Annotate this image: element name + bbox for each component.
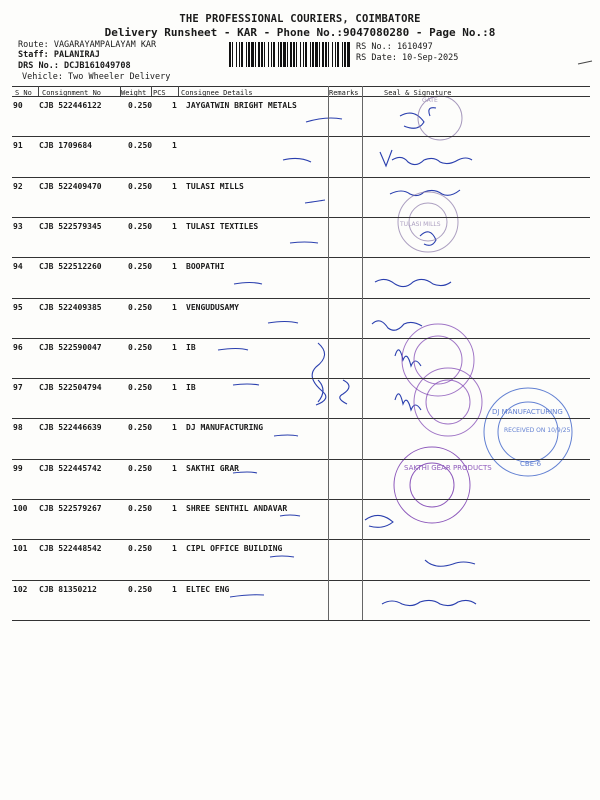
row-consignee: BOOPATHI bbox=[186, 262, 225, 272]
handwritten-phone-95: 9042667574 bbox=[452, 319, 548, 337]
row-weight: 0.250 bbox=[128, 262, 153, 272]
barcode-bar bbox=[236, 42, 237, 67]
row-pcs: 1 bbox=[172, 544, 177, 554]
route-label: Route: VAGARAYAMPALAYAM KAR bbox=[18, 40, 157, 50]
stamp-purple-96 bbox=[402, 324, 474, 396]
row-sno: 93 bbox=[13, 221, 23, 231]
row-consignment-no: CJB 522409385 bbox=[39, 302, 102, 312]
row-consignment-no: CJB 522590047 bbox=[39, 342, 102, 352]
row-sno: 99 bbox=[13, 463, 23, 473]
barcode-bar bbox=[332, 42, 333, 67]
col-header-consignee: Consignee Details bbox=[181, 89, 253, 97]
row-divider bbox=[12, 459, 590, 460]
row-consignment-no: CJB 522445742 bbox=[39, 463, 102, 473]
row-divider bbox=[12, 338, 590, 339]
row-pcs: 1 bbox=[172, 342, 177, 352]
barcode-bar bbox=[229, 42, 231, 67]
handwritten-sig-94: கோபால் பாலன் bbox=[368, 287, 449, 300]
barcode-bar bbox=[287, 42, 288, 67]
barcode-bar bbox=[251, 42, 254, 67]
header-title: THE PROFESSIONAL COURIERS, COIMBATORE bbox=[179, 13, 421, 25]
col-header-remarks: Remarks bbox=[329, 89, 359, 97]
rs-number: RS No.: 1610497 bbox=[356, 42, 433, 52]
row-weight: 0.250 bbox=[128, 423, 153, 433]
row-divider bbox=[12, 217, 590, 218]
barcode-bar bbox=[246, 42, 247, 67]
staff-label: Staff: PALANIRAJ bbox=[18, 50, 100, 60]
barcode-bar bbox=[342, 42, 343, 67]
row-weight: 0.250 bbox=[128, 463, 153, 473]
row-consignee: DJ MANUFACTURING bbox=[186, 423, 264, 433]
barcode-bar bbox=[278, 42, 279, 67]
row-consignment-no: CJB 522446122 bbox=[39, 101, 102, 110]
row-consignment-no: CJB 522579267 bbox=[39, 504, 102, 513]
barcode-bar bbox=[319, 42, 320, 67]
barcode-bar bbox=[300, 42, 301, 67]
svg-text:DJ MANUFACTURING: DJ MANUFACTURING bbox=[492, 408, 563, 416]
handwritten-phone-102: 9699353216 bbox=[382, 615, 459, 629]
row-weight: 0.250 bbox=[128, 504, 153, 513]
margin-mark bbox=[578, 61, 592, 64]
barcode-bar bbox=[268, 42, 269, 67]
row-weight: 0.250 bbox=[128, 544, 153, 554]
row-pcs: 1 bbox=[172, 463, 177, 473]
handwritten-sig-95: D.Murthy bbox=[372, 323, 426, 336]
barcode-bar bbox=[255, 42, 256, 67]
row-consignment-no: CJB 522446639 bbox=[39, 423, 102, 433]
row-pcs: 1 bbox=[172, 181, 177, 191]
barcode-bar bbox=[335, 42, 336, 67]
row-consignment-no: CJB 522579345 bbox=[39, 221, 102, 231]
row-consignment-no: CJB 522504794 bbox=[39, 383, 102, 393]
row-consignee: JAYGATWIN BRIGHT METALS bbox=[186, 101, 297, 110]
table-header-rule bbox=[12, 96, 590, 97]
row-weight: 0.250 bbox=[128, 342, 153, 352]
handwritten-phone-101: 8344229166 bbox=[452, 545, 529, 559]
barcode-bar bbox=[239, 42, 240, 67]
col-divider bbox=[151, 86, 152, 96]
barcode-bar bbox=[322, 42, 324, 67]
row-consignment-no: CJB 1709684 bbox=[39, 141, 92, 151]
col-header-sno: S No bbox=[15, 89, 32, 97]
barcode-bar bbox=[305, 42, 307, 67]
row-consignment-no: CJB 522448542 bbox=[39, 544, 102, 554]
handwritten-consignee-91: Sarathavan bbox=[205, 151, 293, 169]
handwritten-phone-91: 9715541196 bbox=[420, 166, 535, 187]
vehicle-label: Vehicle: Two Wheeler Delivery bbox=[22, 72, 171, 82]
row-pcs: 1 bbox=[172, 504, 177, 513]
row-pcs: 1 bbox=[172, 262, 177, 272]
row-sno: 95 bbox=[13, 302, 23, 312]
row-pcs: 1 bbox=[172, 302, 177, 312]
row-pcs: 1 bbox=[172, 584, 177, 594]
row-pcs: 1 bbox=[172, 221, 177, 231]
svg-text:RECEIVED ON 10/9/25: RECEIVED ON 10/9/25 bbox=[504, 427, 571, 434]
barcode-bar bbox=[290, 42, 292, 67]
row-weight: 0.250 bbox=[128, 302, 153, 312]
barcode-bar bbox=[264, 42, 265, 67]
row-divider bbox=[12, 378, 590, 379]
col-header-pcs: PCS bbox=[153, 89, 166, 97]
barcode-bar bbox=[273, 42, 275, 67]
handwritten-date-90: 10/9/25 bbox=[418, 126, 453, 136]
barcode bbox=[229, 42, 351, 67]
handwritten-phone-100: 367845047 bbox=[400, 516, 475, 531]
row-consignee: CIPL OFFICE BUILDING bbox=[186, 544, 283, 554]
row-consignee: VENGUDUSAMY bbox=[186, 302, 239, 312]
col-header-consignment: Consignment No bbox=[42, 89, 102, 97]
header-subtitle: Delivery Runsheet - KAR - Phone No.:9047080280 - Page No.:8 bbox=[104, 26, 496, 39]
row-sno: 96 bbox=[13, 342, 23, 352]
row-divider bbox=[12, 257, 590, 258]
handwritten-sig-90: D.Ra bbox=[402, 110, 430, 123]
row-consignee: IB bbox=[186, 342, 196, 352]
handwritten-sig-91: V. Ramalingam bbox=[378, 151, 484, 167]
svg-text:CBE-6: CBE-6 bbox=[520, 460, 542, 468]
row-weight: 0.250 bbox=[128, 383, 153, 393]
barcode-bar bbox=[232, 42, 233, 67]
row-consignee: SAKTHI GRAR bbox=[186, 463, 239, 473]
row-sno: 90 bbox=[13, 101, 23, 110]
barcode-bar bbox=[280, 42, 282, 67]
col-divider bbox=[120, 86, 121, 96]
row-weight: 0.250 bbox=[128, 221, 153, 231]
row-pcs: 1 bbox=[172, 423, 177, 433]
barcode-bar bbox=[315, 42, 318, 67]
svg-text:SAKTHI GEAR PRODUCTS: SAKTHI GEAR PRODUCTS bbox=[404, 464, 492, 472]
row-sno: 102 bbox=[13, 584, 28, 594]
barcode-bar bbox=[344, 42, 346, 67]
barcode-bar bbox=[303, 42, 304, 67]
row-divider bbox=[12, 539, 590, 540]
row-weight: 0.250 bbox=[128, 181, 153, 191]
row-pcs: 1 bbox=[172, 101, 177, 110]
barcode-bar bbox=[347, 42, 350, 67]
barcode-bar bbox=[310, 42, 311, 67]
barcode-bar bbox=[293, 42, 295, 67]
row-sno: 101 bbox=[13, 544, 28, 554]
barcode-bar bbox=[312, 42, 314, 67]
row-weight: 0.250 bbox=[128, 101, 153, 110]
row-sno: 100 bbox=[13, 504, 28, 513]
col-divider bbox=[178, 86, 179, 96]
row-pcs: 1 bbox=[172, 383, 177, 393]
row-divider bbox=[12, 136, 590, 137]
col-divider bbox=[38, 86, 39, 96]
row-sno: 97 bbox=[13, 383, 23, 393]
handwritten-sig-98: Manjula bbox=[553, 455, 595, 466]
row-divider bbox=[12, 177, 590, 178]
row-sno: 94 bbox=[13, 262, 23, 272]
handwritten-sig-92: D. Jyoti bbox=[392, 188, 440, 203]
stamp-dj-manufacturing bbox=[484, 388, 572, 476]
row-divider bbox=[12, 499, 590, 500]
row-sno: 98 bbox=[13, 423, 23, 433]
row-weight: 0.250 bbox=[128, 141, 153, 151]
row-divider bbox=[12, 580, 590, 581]
svg-text:TULASI MILLS: TULASI MILLS bbox=[400, 221, 441, 228]
row-sno: 91 bbox=[13, 141, 23, 151]
barcode-bar bbox=[325, 42, 327, 67]
row-consignee: SHREE SENTHIL ANDAVAR bbox=[186, 504, 288, 513]
col-divider bbox=[362, 86, 363, 620]
row-divider bbox=[12, 298, 590, 299]
barcode-bar bbox=[241, 42, 243, 67]
barcode-bar bbox=[258, 42, 260, 67]
table-header-rule bbox=[12, 86, 590, 87]
stamp-tulasi bbox=[398, 192, 458, 252]
stamp-gate bbox=[418, 96, 462, 140]
row-consignee: ELTEC ENG bbox=[186, 584, 230, 594]
row-pcs: 1 bbox=[172, 141, 177, 151]
col-header-weight: Weight bbox=[121, 89, 147, 97]
handwritten-phone-94: 7598141442 bbox=[482, 285, 572, 301]
barcode-bar bbox=[283, 42, 286, 67]
barcode-bar bbox=[296, 42, 297, 67]
rs-date: RS Date: 10-Sep-2025 bbox=[356, 53, 459, 63]
barcode-bar bbox=[248, 42, 250, 67]
row-consignment-no: CJB 522512260 bbox=[39, 262, 102, 272]
barcode-bar bbox=[337, 42, 339, 67]
handwritten-sig-102: P. Selvakumar bbox=[385, 602, 457, 613]
row-sno: 92 bbox=[13, 181, 23, 191]
row-weight: 0.250 bbox=[128, 584, 153, 594]
row-divider bbox=[12, 418, 590, 419]
barcode-bar bbox=[261, 42, 263, 67]
barcode-bar bbox=[271, 42, 272, 67]
row-consignee: TULASI MILLS bbox=[186, 181, 244, 191]
col-header-seal: Seal & Signature bbox=[384, 89, 452, 97]
col-divider bbox=[328, 86, 329, 620]
row-consignment-no: CJB 522409470 bbox=[39, 181, 102, 191]
drs-label: DRS No.: DCJB161049708 bbox=[18, 61, 131, 71]
barcode-bar bbox=[328, 42, 329, 67]
svg-text:GATE: GATE bbox=[422, 97, 438, 104]
row-divider bbox=[12, 620, 590, 621]
row-consignee: IB bbox=[186, 383, 196, 393]
row-consignment-no: CJB 81350212 bbox=[39, 584, 97, 594]
row-consignee: TULASI TEXTILES bbox=[186, 221, 259, 231]
